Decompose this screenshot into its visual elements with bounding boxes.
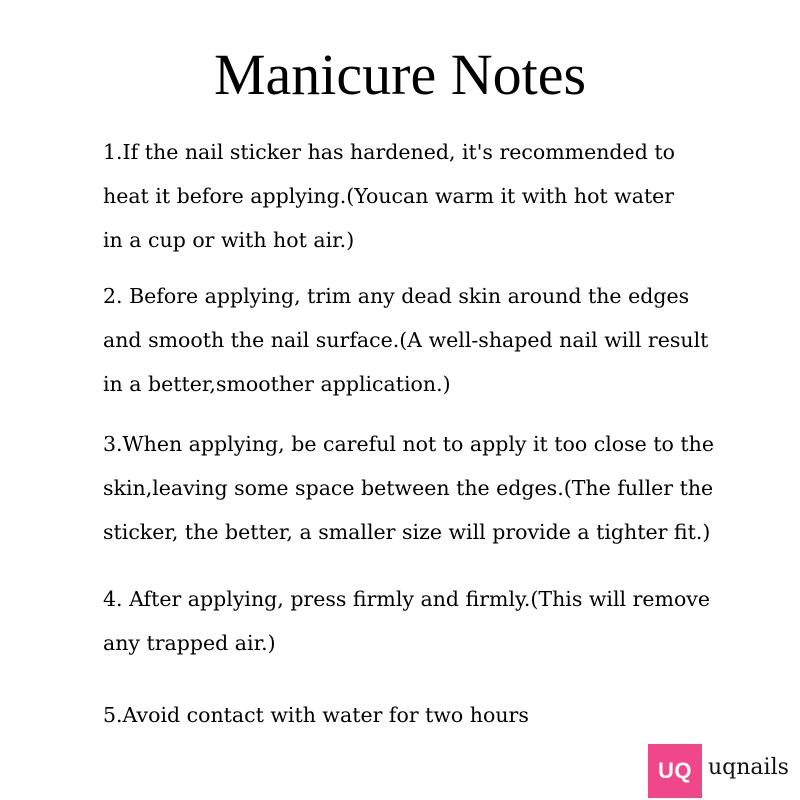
brand-logo [648, 744, 789, 798]
note-1: 1.If the nail sticker has hardened, it's recommended to heat it before applying.(Youcan warm it with hot water in a cup or with hot air.) [103, 140, 675, 252]
note-5: 5.Avoid contact with water for two hours [103, 703, 529, 727]
note-3: 3.When applying, be careful not to apply it too close to the skin,leaving some space between the edges.(The fuller the sticker, the better, a smaller size will provide a tighter fit.) [103, 432, 714, 544]
brand-logo-mark: UQ [648, 744, 702, 798]
brand-name: uqnails [708, 754, 789, 780]
note-4: 4. After applying, press firmly and firmly.(This will remove any trapped air.) [103, 587, 711, 655]
page-title: Manicure Notes [213, 42, 587, 107]
note-2: 2. Before applying, trim any dead skin around the edges and smooth the nail surface.(A well-shaped nail will result in a better,smoother application.) [103, 284, 709, 396]
